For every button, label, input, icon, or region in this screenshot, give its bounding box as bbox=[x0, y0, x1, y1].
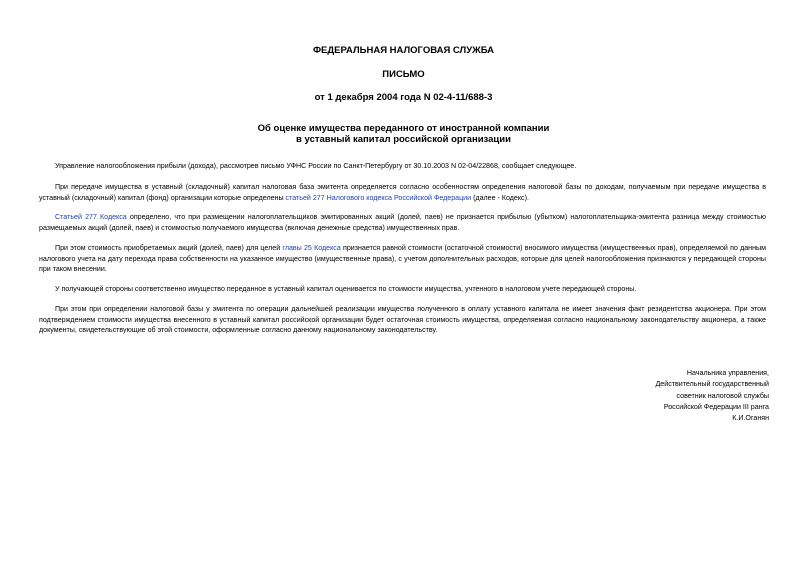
signature-title-1: Действительный государственный bbox=[655, 380, 769, 389]
paragraph-1: Управление налогообложения прибыли (дохода), рассмотрев письмо УФНС России по Санкт-Петербургу от 30.10.2003 N 02-04/22868, сообщает следующее. bbox=[55, 162, 577, 170]
paragraph-4 bbox=[39, 243, 766, 275]
paragraph-3-text: определено, что при размещении налогоплательщиков эмитированных акций (долей, паев) не признается прибылью (убытком) налогоплательщика-эмитента разница между стоимостью размещаемых акций (долей, паев) и стоимостью получаемого имущества (включая денежные средства) имущественных прав. bbox=[39, 213, 766, 232]
signature-rank: Российской Федерации III ранга bbox=[663, 402, 769, 411]
paragraph-4-text-end: признается равной стоимости (остаточной стоимости) вносимого имущества (имущественных прав), определяемой по данным налогового учета на дату перехода права собственности на указанное имущество (имущественные права), с учетом дополнительных расходов, которые для целей налогообложения признаются у передающей стороны при таком внесении. bbox=[39, 244, 766, 274]
article-277-code-link[interactable]: Статьей 277 Кодекса bbox=[55, 213, 127, 221]
paragraph-6: При этом при определении налоговой базы у эмитента по операции дальнейшей реализации имущества полученного в оплату уставного капитала не имеет значения факт резидентства акционера. При этом подтверждением стоимости имущества внесенного в уставный капитал российской организации будет остаточная стоимость имущества, определяемая согласно национальному законодательству акционера, а также документы, свидетельствующие об этой стоимости, оформленные согласно данному национальному законодательству. bbox=[39, 305, 766, 335]
document-date-number: от 1 декабря 2004 года N 02-4-11/688-3 bbox=[314, 92, 493, 103]
paragraph-2-text-end: (далее - Кодекс). bbox=[471, 193, 529, 202]
document-subject bbox=[0, 123, 807, 145]
subject-line-2: в уставный капитал российской организации bbox=[296, 134, 511, 145]
document-type: ПИСЬМО bbox=[382, 69, 425, 80]
signatory-name: К.И.Оганян bbox=[732, 414, 769, 423]
signature-position: Начальника управления, bbox=[686, 369, 769, 377]
signature-title-2: советник налоговой службы bbox=[676, 391, 769, 400]
subject-line-1: Об оценке имущества переданного от иностранной компании bbox=[257, 123, 550, 134]
signature-block bbox=[509, 368, 769, 424]
paragraph-3 bbox=[39, 212, 766, 233]
paragraph-5: У получающей стороны соответственно имущество переданное в уставный капитал оценивается по стоимости имущества, учтенного в налоговом учете передающей стороны. bbox=[55, 285, 637, 293]
article-277-tax-code-link[interactable]: статьей 277 Налогового кодекса Российской Федерации bbox=[285, 193, 472, 202]
paragraph-2 bbox=[39, 182, 766, 203]
paragraph-4-text-start: При этом стоимость приобретаемых акций (долей, паев) для целей bbox=[55, 244, 283, 252]
chapter-25-code-link[interactable]: главы 25 Кодекса bbox=[282, 244, 341, 252]
paragraph-2-text-start: При передаче имущества в уставный (складочный) капитал налоговая база эмитента определяется согласно особенностям определения налоговой базы по доходам, получаемым при передаче имущества в уставный (складочный) капитал (фонд) организации которые определены bbox=[39, 183, 766, 202]
issuing-agency: ФЕДЕРАЛЬНАЯ НАЛОГОВАЯ СЛУЖБА bbox=[312, 45, 495, 56]
